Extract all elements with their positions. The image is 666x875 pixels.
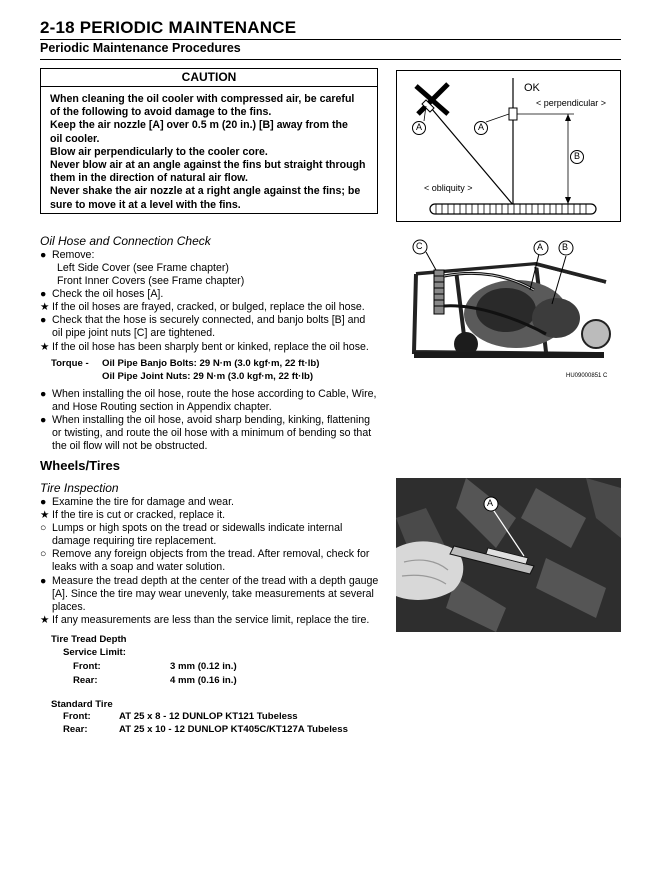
caution-title: CAUTION	[41, 69, 377, 87]
list-item: ○ Lumps or high spots on the tread or sidewalls indicate internal damage requiring tire replacement.	[40, 522, 343, 548]
list-item: ★ If any measurements are less than the service limit, replace the tire.	[40, 614, 370, 626]
label-a: A	[478, 122, 485, 132]
caution-line: Never blow air at an angle against the fins but straight through	[50, 159, 366, 172]
circle-icon: ○	[40, 522, 47, 534]
tread-depth-title: Tire Tread Depth	[51, 634, 127, 645]
list-item: ● Examine the tire for damage and wear.	[40, 496, 234, 508]
caution-line: Blow air perpendicularly to the cooler core.	[50, 145, 268, 158]
list-item: ★ If the oil hose has been sharply bent or kinked, replace the oil hose.	[40, 341, 369, 353]
rear-label: Rear:	[73, 675, 98, 686]
list-item: ● Remove:	[40, 249, 95, 261]
caution-line: oil cooler.	[50, 132, 100, 145]
caution-line: Never shake the air nozzle at a right angle against the fins; be	[50, 185, 361, 198]
std-front-value: AT 25 x 8 - 12 DUNLOP KT121 Tubeless	[119, 711, 298, 722]
oil-hose-photo	[396, 234, 621, 386]
torque-value: Oil Pipe Joint Nuts: 29 N·m (3.0 kgf·m, 22 ft·lb)	[102, 371, 314, 382]
caution-line: Keep the air nozzle [A] over 0.5 m (20 in.) [B] away from the	[50, 119, 348, 132]
bullet-icon: ●	[40, 288, 47, 300]
ok-label: OK	[524, 82, 540, 94]
list-item: ● Check that the hose is securely connected, and banjo bolts [B] and oil pipe joint nuts [C] are tightened.	[40, 314, 366, 340]
std-rear-label: Rear:	[63, 724, 88, 735]
subheader-rule	[40, 59, 621, 60]
section-title: Periodic Maintenance Procedures	[40, 41, 241, 55]
star-icon: ★	[40, 509, 50, 521]
service-limit-label: Service Limit:	[63, 647, 126, 658]
figure-code: HU09000851 C	[566, 373, 608, 379]
caution-box	[40, 68, 378, 214]
air-nozzle-diagram	[396, 70, 621, 222]
torque-label: Torque -	[51, 358, 89, 369]
label-b: B	[562, 242, 569, 252]
list-item: ● Measure the tread depth at the center of the tread with a depth gauge [A]. Since the tire may wear unevenly, take measurements at several places.	[40, 575, 379, 614]
front-value: 3 mm (0.12 in.)	[170, 661, 237, 672]
std-rear-value: AT 25 x 10 - 12 DUNLOP KT405C/KT127A Tubeless	[119, 724, 348, 735]
list-item: ○ Remove any foreign objects from the tread. After removal, check for leaks with a soap and water solution.	[40, 548, 370, 574]
star-icon: ★	[40, 614, 50, 626]
list-item: ● When installing the oil hose, route the hose according to Cable, Wire, and Hose Routing section in Appendix chapter.	[40, 388, 377, 414]
list-item: ● Check the oil hoses [A].	[40, 288, 164, 300]
star-icon: ★	[40, 301, 50, 313]
front-label: Front:	[73, 661, 101, 672]
list-item: ★ If the oil hoses are frayed, cracked, or bulged, replace the oil hose.	[40, 301, 365, 313]
obliquity-label: < obliquity >	[424, 183, 473, 193]
circle-icon: ○	[40, 548, 47, 560]
header-rule	[40, 39, 621, 40]
bullet-icon: ●	[40, 388, 47, 400]
tire-inspection-heading: Tire Inspection	[40, 481, 119, 495]
caution-line: of the following to avoid damage to the fins.	[50, 106, 272, 119]
perpendicular-label: < perpendicular >	[536, 98, 607, 108]
bullet-icon: ●	[40, 575, 47, 587]
list-subitem: Left Side Cover (see Frame chapter)	[57, 262, 229, 274]
bullet-icon: ●	[40, 414, 47, 426]
caution-line: When cleaning the oil cooler with compressed air, be careful	[50, 93, 355, 105]
bullet-icon: ●	[40, 249, 47, 261]
list-item: ● When installing the oil hose, avoid sharp bending, kinking, flattening or twisting, and route the oil hose with a minimum of bending so that the oil flow will not be obstructed.	[40, 414, 372, 453]
caution-line: them in the direction of natural air flow.	[50, 172, 248, 185]
rear-value: 4 mm (0.16 in.)	[170, 675, 237, 686]
star-icon: ★	[40, 341, 50, 353]
std-front-label: Front:	[63, 711, 91, 722]
bullet-icon: ●	[40, 496, 47, 508]
wheels-heading: Wheels/Tires	[40, 458, 120, 473]
label-a: A	[487, 498, 494, 508]
page-title: 2-18 PERIODIC MAINTENANCE	[40, 18, 297, 37]
torque-value: Oil Pipe Banjo Bolts: 29 N·m (3.0 kgf·m, 22 ft·lb)	[102, 358, 320, 369]
tread-depth-photo	[396, 478, 621, 632]
label-a: A	[416, 122, 423, 132]
label-c: C	[416, 241, 423, 251]
caution-line: sure to move it at a level with the fins.	[50, 198, 241, 211]
label-a: A	[537, 242, 544, 252]
list-subitem: Front Inner Covers (see Frame chapter)	[57, 275, 245, 287]
list-item: ★ If the tire is cut or cracked, replace it.	[40, 509, 226, 521]
oil-hose-heading: Oil Hose and Connection Check	[40, 234, 211, 248]
label-b: B	[574, 151, 581, 161]
bullet-icon: ●	[40, 314, 47, 326]
caution-body	[41, 87, 377, 212]
standard-tire-title: Standard Tire	[51, 699, 113, 710]
